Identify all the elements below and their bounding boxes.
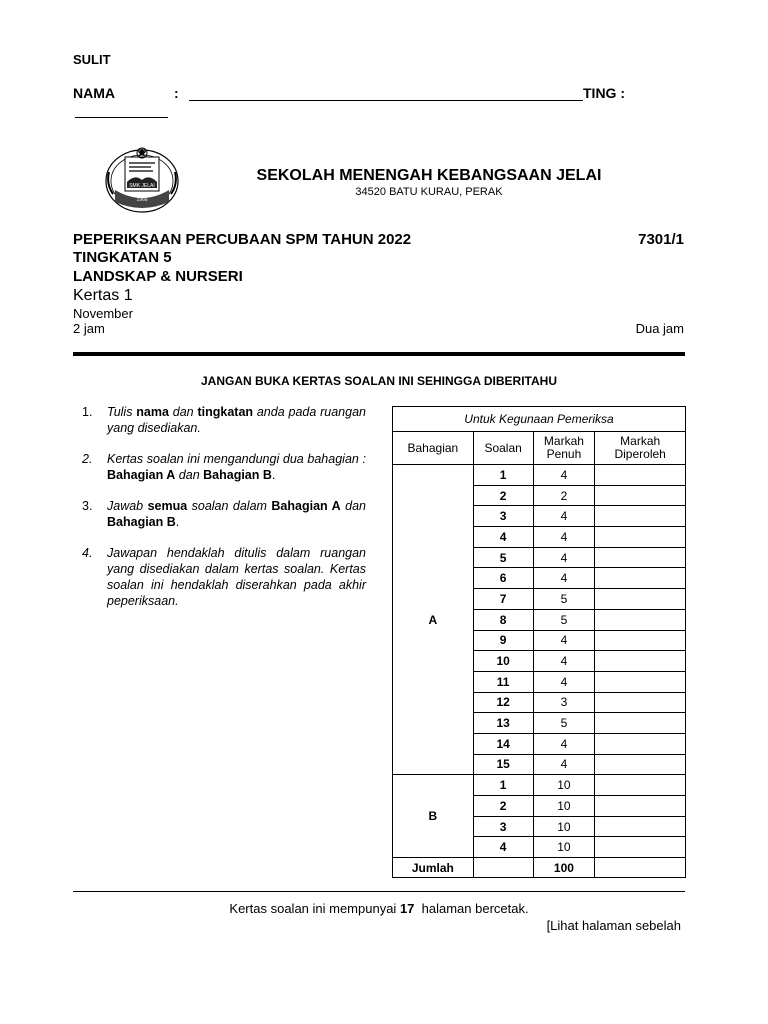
- marks-obtained-cell[interactable]: [595, 506, 686, 527]
- instruction-number: 3.: [82, 499, 93, 513]
- instruction-text: dan: [175, 468, 204, 482]
- instruction-item: [82, 404, 366, 436]
- section-b-label: B: [393, 775, 474, 858]
- marks-obtained-cell[interactable]: [595, 837, 686, 858]
- marks-obtained-cell[interactable]: [595, 671, 686, 692]
- instruction-item: [82, 545, 366, 609]
- instruction-number: 4.: [82, 546, 93, 560]
- table-caption: Untuk Kegunaan Pemeriksa: [393, 407, 686, 432]
- instructions-list: [82, 404, 366, 624]
- instruction-number: 2.: [82, 452, 93, 466]
- instruction-emphasis: Bahagian A: [271, 499, 341, 513]
- duration-long: Dua jam: [635, 321, 684, 336]
- full-marks-cell: 10: [533, 796, 595, 817]
- instruction-item: [82, 451, 366, 483]
- question-number: 3: [473, 506, 533, 527]
- full-marks-cell: 4: [533, 733, 595, 754]
- school-address: 34520 BATU KURAU, PERAK: [355, 186, 503, 198]
- full-marks-cell: 4: [533, 547, 595, 568]
- marks-obtained-cell[interactable]: [595, 630, 686, 651]
- marks-obtained-cell[interactable]: [595, 733, 686, 754]
- marks-obtained-cell[interactable]: [595, 754, 686, 775]
- instruction-text: .: [175, 515, 180, 529]
- paper-number: Kertas 1: [73, 287, 133, 304]
- marks-obtained-cell[interactable]: [595, 589, 686, 610]
- total-question-cell: [473, 858, 533, 878]
- column-header-question: Soalan: [473, 432, 533, 465]
- instruction-text: dan: [168, 405, 198, 419]
- marks-obtained-cell[interactable]: [595, 465, 686, 486]
- total-marks-obtained-cell[interactable]: [595, 858, 686, 878]
- crest-motto: SMK JELAI: [129, 183, 155, 189]
- full-marks-cell: 10: [533, 816, 595, 837]
- instruction-text: .: [271, 468, 276, 482]
- instruction-emphasis: semua: [147, 499, 188, 513]
- question-number: 4: [473, 837, 533, 858]
- page-count-text: halaman bercetak.: [414, 901, 529, 916]
- marks-obtained-cell[interactable]: [595, 775, 686, 796]
- full-marks-cell: 10: [533, 775, 595, 796]
- header-line: Diperoleh: [614, 447, 666, 461]
- question-number: 10: [473, 651, 533, 672]
- section-a-label: A: [393, 465, 474, 775]
- full-marks-cell: 4: [533, 465, 595, 486]
- instruction-emphasis: nama: [136, 405, 169, 419]
- instruction-number: 1.: [82, 405, 93, 419]
- full-marks-cell: 4: [533, 630, 595, 651]
- instruction-item: [82, 498, 366, 530]
- question-number: 1: [473, 775, 533, 796]
- marks-obtained-cell[interactable]: [595, 485, 686, 506]
- full-marks-cell: 4: [533, 527, 595, 548]
- page-count-number: 17: [399, 901, 415, 916]
- total-full-marks: 100: [533, 858, 595, 878]
- paper-code: 7301/1: [638, 231, 684, 248]
- full-marks-cell: 4: [533, 651, 595, 672]
- instruction-text: anda pada ruangan yang disediakan.: [107, 405, 366, 435]
- question-number: 9: [473, 630, 533, 651]
- marks-obtained-cell[interactable]: [595, 651, 686, 672]
- subject-name: LANDSKAP & NURSERI: [73, 268, 243, 285]
- header-line: Penuh: [546, 447, 582, 461]
- marks-obtained-cell[interactable]: [595, 713, 686, 734]
- full-marks-cell: 4: [533, 506, 595, 527]
- question-number: 7: [473, 589, 533, 610]
- full-marks-cell: 10: [533, 837, 595, 858]
- instruction-text: soalan dalam: [187, 499, 272, 513]
- school-crest-icon: [103, 144, 181, 214]
- next-page-note: [Lihat halaman sebelah: [546, 918, 681, 933]
- column-header-section: Bahagian: [393, 432, 474, 465]
- full-marks-cell: 4: [533, 754, 595, 775]
- form-level: TINGKATAN 5: [73, 249, 172, 266]
- total-label: Jumlah: [393, 858, 474, 878]
- column-header-full-marks: [533, 432, 595, 465]
- instruction-text: Tulis: [107, 405, 137, 419]
- footer-divider: [73, 891, 685, 892]
- instruction-text: Kertas soalan ini mengandungi dua bahagian :: [107, 452, 366, 466]
- full-marks-cell: 5: [533, 609, 595, 630]
- instruction-emphasis: Bahagian B: [203, 468, 272, 482]
- instruction-emphasis: tingkatan: [197, 405, 254, 419]
- examiner-marks-table: [392, 406, 686, 878]
- marks-obtained-cell[interactable]: [595, 568, 686, 589]
- header-line: Markah: [543, 434, 584, 448]
- marks-obtained-cell[interactable]: [595, 547, 686, 568]
- marks-obtained-cell[interactable]: [595, 609, 686, 630]
- duration-short: 2 jam: [73, 321, 105, 336]
- form-blank-line[interactable]: [75, 117, 168, 118]
- question-number: 1: [473, 465, 533, 486]
- instruction-text: dan: [340, 499, 366, 513]
- full-marks-cell: 2: [533, 485, 595, 506]
- crest-year: 1966: [136, 197, 148, 203]
- full-marks-cell: 4: [533, 568, 595, 589]
- question-number: 6: [473, 568, 533, 589]
- classification-label: SULIT: [73, 52, 111, 67]
- marks-obtained-cell[interactable]: [595, 692, 686, 713]
- question-number: 4: [473, 527, 533, 548]
- question-number: 13: [473, 713, 533, 734]
- instruction-emphasis: Bahagian B: [107, 515, 176, 529]
- question-number: 8: [473, 609, 533, 630]
- full-marks-cell: 3: [533, 692, 595, 713]
- question-number: 11: [473, 671, 533, 692]
- full-marks-cell: 4: [533, 671, 595, 692]
- question-number: 2: [473, 485, 533, 506]
- marks-obtained-cell[interactable]: [595, 527, 686, 548]
- question-number: 3: [473, 816, 533, 837]
- question-number: 12: [473, 692, 533, 713]
- total-row: [393, 858, 686, 878]
- column-header-marks-obtained: [595, 432, 686, 465]
- instruction-emphasis: Bahagian A: [107, 468, 176, 482]
- page-count-text: Kertas soalan ini mempunyai: [229, 901, 400, 916]
- exam-month: November: [73, 306, 133, 321]
- name-colon: :: [174, 85, 179, 101]
- do-not-open-warning: JANGAN BUKA KERTAS SOALAN INI SEHINGGA DIBERITAHU: [200, 374, 557, 388]
- table-row: [393, 775, 686, 796]
- marks-obtained-cell[interactable]: [595, 816, 686, 837]
- header-divider: [73, 352, 685, 356]
- full-marks-cell: 5: [533, 713, 595, 734]
- form-label: TING :: [583, 85, 625, 101]
- question-number: 15: [473, 754, 533, 775]
- instruction-text: Jawab: [107, 499, 148, 513]
- name-blank-line[interactable]: [189, 100, 583, 101]
- exam-title: PEPERIKSAAN PERCUBAAN SPM TAHUN 2022: [73, 231, 412, 248]
- page-count-note: [73, 901, 685, 916]
- question-number: 14: [473, 733, 533, 754]
- name-row: [73, 85, 693, 105]
- header-line: Markah: [620, 434, 661, 448]
- instruction-text: Jawapan hendaklah ditulis dalam ruangan yang disediakan dalam kertas soalan. Kertas soalan ini hendaklah diserahkan pada akhir peperiksaan.: [107, 546, 366, 608]
- school-name: SEKOLAH MENENGAH KEBANGSAAN JELAI: [256, 167, 602, 184]
- full-marks-cell: 5: [533, 589, 595, 610]
- name-label: NAMA: [73, 85, 115, 101]
- question-number: 5: [473, 547, 533, 568]
- question-number: 2: [473, 796, 533, 817]
- marks-obtained-cell[interactable]: [595, 796, 686, 817]
- table-row: [393, 465, 686, 486]
